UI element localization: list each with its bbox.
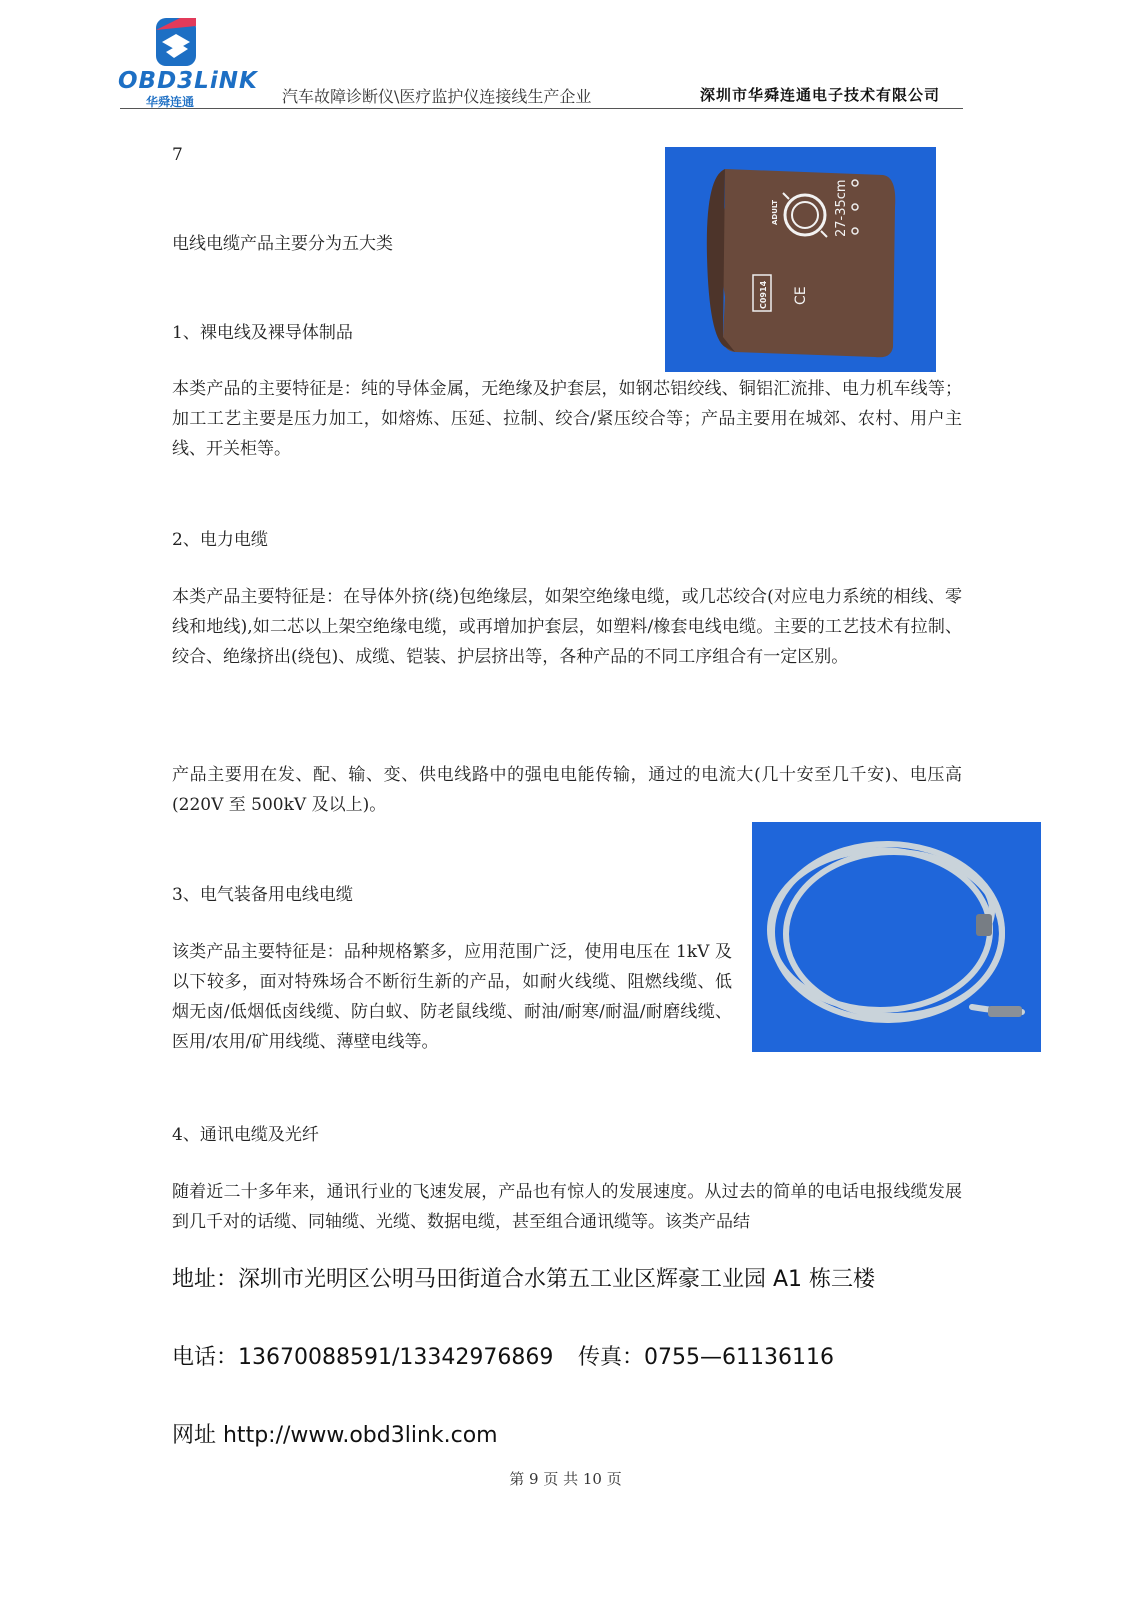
contact-phone: 电话：13670088591/13342976869	[172, 1345, 554, 1370]
section1-body: 本类产品的主要特征是：纯的导体金属，无绝缘及护套层，如钢芯铝绞线、铜铝汇流排、电力机车线等；加工工艺主要是压力加工，如熔炼、压延、拉制、绞合/紧压绞合等；产品主要用在城郊、农村、用户主线、开关柜等。	[172, 379, 962, 459]
logo-text: OBD3LiNK	[118, 68, 258, 94]
section2-heading: 2、电力电缆	[172, 530, 268, 550]
contact-address: 地址：深圳市光明区公明马田街道合水第五工业区辉豪工业园 A1 栋三楼	[172, 1267, 876, 1292]
intro-heading: 电线电缆产品主要分为五大类	[172, 234, 393, 254]
cuff-code-label: C0914	[759, 280, 768, 309]
page-number: 第 9 页 共 10 页	[509, 1470, 622, 1488]
contact-fax: 传真：0755—61136116	[578, 1345, 834, 1370]
item-number: 7	[172, 145, 183, 165]
contact-website: 网址 http://www.obd3link.com	[172, 1423, 498, 1448]
header-divider	[120, 108, 963, 109]
cuff-size-label: 27-35cm	[834, 179, 849, 237]
section4-body: 随着近二十多年来，通讯行业的飞速发展，产品也有惊人的发展速度。从过去的简单的电话电报线缆发展到几千对的话缆、同轴缆、光缆、数据电缆，甚至组合通讯缆等。该类产品结	[172, 1182, 962, 1232]
bp-cuff-photo	[665, 147, 936, 372]
section3-heading: 3、电气装备用电线电缆	[172, 885, 353, 905]
company-logo-icon	[150, 16, 202, 68]
section2-usage: 产品主要用在发、配、输、变、供电线路中的强电电能传输，通过的电流大(几十安至几千安)、电压高(220V 至 500kV 及以上)。	[172, 765, 962, 815]
section4-heading: 4、通讯电缆及光纤	[172, 1125, 319, 1145]
header-tagline: 汽车故障诊断仪\医疗监护仪连接线生产企业	[282, 87, 592, 106]
cable-photo	[752, 822, 1041, 1052]
cuff-adult-label: ADULT	[771, 200, 779, 225]
section2-body: 本类产品主要特征是：在导体外挤(绕)包绝缘层，如架空绝缘电缆，或几芯绞合(对应电力系统的相线、零线和地线),如二芯以上架空绝缘电缆，或再增加护套层，如塑料/橡套电线电缆。主要的工艺技术有拉制、绞合、绝缘挤出(绕包)、成缆、铠装、护层挤出等，各种产品的不同工序组合有一定区别。	[172, 587, 962, 667]
section3-body: 该类产品主要特征是：品种规格繁多，应用范围广泛，使用电压在 1kV 及以下较多，面对特殊场合不断衍生新的产品，如耐火线缆、阻燃线缆、低烟无卤/低烟低卤线缆、防白蚁、防老鼠线缆、耐油/耐寒/耐温/耐磨线缆、医用/农用/矿用线缆、薄壁电线等。	[172, 942, 732, 1052]
header-company-name: 深圳市华舜连通电子技术有限公司	[700, 86, 941, 104]
section1-heading: 1、裸电线及裸导体制品	[172, 323, 353, 343]
logo-subtitle: 华舜连通	[146, 95, 195, 109]
cuff-ce-mark: CE	[793, 286, 809, 305]
